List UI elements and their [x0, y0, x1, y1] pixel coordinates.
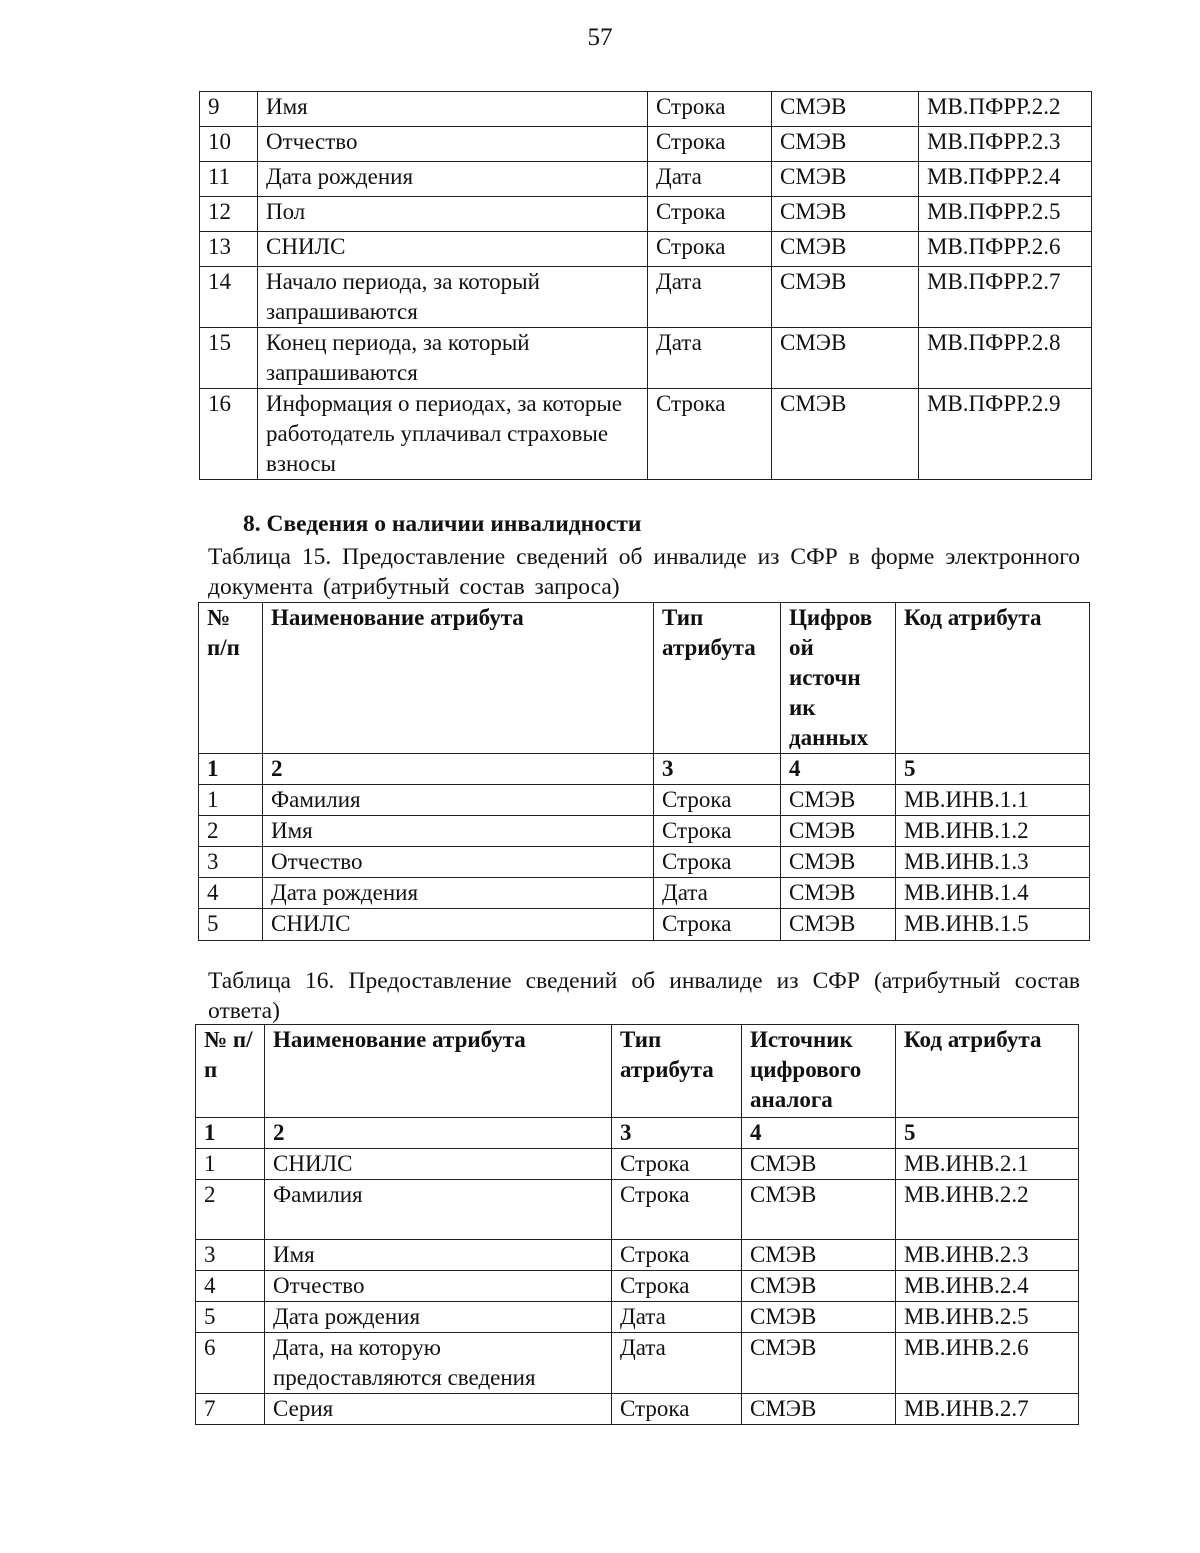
- table-row: [200, 389, 1092, 480]
- attribute-name-cell: Отчество: [263, 847, 654, 878]
- header-attribute-name: Наименование атрибута: [263, 603, 654, 754]
- attribute-type-cell: Строка: [654, 816, 781, 847]
- header-row-number: № п/п: [199, 603, 263, 754]
- table-row: [200, 197, 1092, 232]
- attribute-name-cell: Дата рождения: [258, 162, 648, 197]
- row-number-cell: 11: [200, 162, 258, 197]
- row-number-cell: 1: [199, 785, 263, 816]
- attribute-name-cell: СНИЛС: [265, 1149, 612, 1180]
- data-source-cell: СМЭВ: [742, 1333, 896, 1394]
- column-number: 4: [742, 1118, 896, 1149]
- table-row: [200, 328, 1092, 389]
- column-number: 2: [265, 1118, 612, 1149]
- row-number-cell: 7: [196, 1394, 265, 1425]
- attribute-code-cell: МВ.ИНВ.2.3: [896, 1240, 1079, 1271]
- column-number: 2: [263, 754, 654, 785]
- attribute-code-cell: МВ.ИНВ.1.2: [896, 816, 1090, 847]
- data-source-cell: СМЭВ: [772, 328, 919, 389]
- attribute-code-cell: МВ.ИНВ.1.1: [896, 785, 1090, 816]
- row-number-cell: 2: [199, 816, 263, 847]
- attribute-name-cell: Начало периода, за который запрашиваются: [258, 267, 648, 328]
- row-number-cell: 2: [196, 1180, 265, 1240]
- table-row: [196, 1302, 1079, 1333]
- table-row: [199, 909, 1090, 941]
- attribute-code-cell: МВ.ИНВ.2.5: [896, 1302, 1079, 1333]
- table-row: [196, 1180, 1079, 1240]
- data-source-cell: СМЭВ: [742, 1149, 896, 1180]
- attribute-type-cell: Строка: [648, 197, 772, 232]
- attribute-type-cell: Строка: [648, 232, 772, 267]
- attribute-name-cell: Дата, на которую предоставляются сведения: [265, 1333, 612, 1394]
- table-header-row: [199, 603, 1090, 754]
- data-source-cell: СМЭВ: [781, 909, 896, 941]
- table-row: [200, 127, 1092, 162]
- data-source-cell: СМЭВ: [772, 197, 919, 232]
- header-data-source: Цифров ой источн ик данных: [781, 603, 896, 754]
- table-row: [196, 1271, 1079, 1302]
- attribute-name-cell: Информация о периодах, за которые работодатель уплачивал страховые взносы: [258, 389, 648, 480]
- attribute-name-cell: Имя: [265, 1240, 612, 1271]
- row-number-cell: 13: [200, 232, 258, 267]
- attribute-code-cell: МВ.ИНВ.2.7: [896, 1394, 1079, 1425]
- data-source-cell: СМЭВ: [742, 1302, 896, 1333]
- attribute-name-cell: Имя: [258, 92, 648, 127]
- attribute-code-cell: МВ.ПФРР.2.6: [919, 232, 1092, 267]
- row-number-cell: 3: [196, 1240, 265, 1271]
- attribute-code-cell: МВ.ИНВ.1.3: [896, 847, 1090, 878]
- attribute-code-cell: МВ.ИНВ.2.1: [896, 1149, 1079, 1180]
- column-number: 3: [612, 1118, 742, 1149]
- attribute-name-cell: Дата рождения: [265, 1302, 612, 1333]
- table-row: [199, 816, 1090, 847]
- table-15: [198, 602, 1090, 941]
- table-row: [196, 1149, 1079, 1180]
- column-number: 4: [781, 754, 896, 785]
- attribute-type-cell: Строка: [612, 1240, 742, 1271]
- row-number-cell: 3: [199, 847, 263, 878]
- data-source-cell: СМЭВ: [772, 127, 919, 162]
- row-number-cell: 6: [196, 1333, 265, 1394]
- row-number-cell: 4: [196, 1271, 265, 1302]
- data-source-cell: СМЭВ: [742, 1271, 896, 1302]
- header-attribute-type: Тип атрибута: [654, 603, 781, 754]
- table-16: [195, 1024, 1079, 1425]
- column-number: 1: [199, 754, 263, 785]
- attribute-type-cell: Дата: [654, 878, 781, 909]
- attribute-code-cell: МВ.ПФРР.2.9: [919, 389, 1092, 480]
- attribute-code-cell: МВ.ПФРР.2.8: [919, 328, 1092, 389]
- page-number: 57: [587, 24, 613, 51]
- table-row: [199, 878, 1090, 909]
- column-number: 1: [196, 1118, 265, 1149]
- header-attribute-name: Наименование атрибута: [265, 1025, 612, 1118]
- data-source-cell: СМЭВ: [772, 232, 919, 267]
- attribute-type-cell: Дата: [648, 267, 772, 328]
- attribute-type-cell: Строка: [612, 1271, 742, 1302]
- section-heading: 8. Сведения о наличии инвалидности: [243, 511, 642, 537]
- attribute-code-cell: МВ.ПФРР.2.2: [919, 92, 1092, 127]
- table-row: [200, 267, 1092, 328]
- row-number-cell: 15: [200, 328, 258, 389]
- attribute-name-cell: Отчество: [258, 127, 648, 162]
- data-source-cell: СМЭВ: [772, 389, 919, 480]
- data-source-cell: СМЭВ: [742, 1180, 896, 1240]
- header-attribute-code: Код атрибута: [896, 1025, 1079, 1118]
- header-row-number: № п/п: [196, 1025, 265, 1118]
- attribute-type-cell: Дата: [648, 162, 772, 197]
- row-number-cell: 5: [196, 1302, 265, 1333]
- attribute-type-cell: Строка: [648, 389, 772, 480]
- attribute-type-cell: Строка: [654, 909, 781, 941]
- attribute-code-cell: МВ.ПФРР.2.7: [919, 267, 1092, 328]
- attribute-name-cell: Фамилия: [265, 1180, 612, 1240]
- attribute-type-cell: Строка: [612, 1180, 742, 1240]
- column-number: 3: [654, 754, 781, 785]
- data-source-cell: СМЭВ: [781, 816, 896, 847]
- row-number-cell: 1: [196, 1149, 265, 1180]
- attribute-type-cell: Строка: [648, 92, 772, 127]
- attribute-type-cell: Строка: [648, 127, 772, 162]
- column-number: 5: [896, 754, 1090, 785]
- attribute-name-cell: Серия: [265, 1394, 612, 1425]
- table-15-caption: Таблица 15. Предоставление сведений об инвалиде из СФР в форме электронного документа (атрибутный состав запроса): [208, 544, 1080, 600]
- row-number-cell: 16: [200, 389, 258, 480]
- table-row: [196, 1394, 1079, 1425]
- row-number-cell: 14: [200, 267, 258, 328]
- data-source-cell: СМЭВ: [781, 847, 896, 878]
- attribute-code-cell: МВ.ПФРР.2.3: [919, 127, 1092, 162]
- table-row: [199, 785, 1090, 816]
- table-header-row: [196, 1025, 1079, 1118]
- attribute-name-cell: Фамилия: [263, 785, 654, 816]
- attribute-code-cell: МВ.ИНВ.2.2: [896, 1180, 1079, 1240]
- data-source-cell: СМЭВ: [772, 162, 919, 197]
- attribute-name-cell: Отчество: [265, 1271, 612, 1302]
- row-number-cell: 10: [200, 127, 258, 162]
- attribute-type-cell: Строка: [654, 847, 781, 878]
- table-row: [196, 1240, 1079, 1271]
- row-number-cell: 12: [200, 197, 258, 232]
- data-source-cell: СМЭВ: [742, 1240, 896, 1271]
- continued-attribute-table: [199, 91, 1092, 480]
- table-row: [196, 1333, 1079, 1394]
- row-number-cell: 9: [200, 92, 258, 127]
- attribute-name-cell: Пол: [258, 197, 648, 232]
- attribute-code-cell: МВ.ИНВ.2.4: [896, 1271, 1079, 1302]
- table-row: [200, 162, 1092, 197]
- header-attribute-code: Код атрибута: [896, 603, 1090, 754]
- attribute-name-cell: Конец периода, за который запрашиваются: [258, 328, 648, 389]
- data-source-cell: СМЭВ: [781, 878, 896, 909]
- attribute-type-cell: Строка: [612, 1394, 742, 1425]
- attribute-name-cell: Имя: [263, 816, 654, 847]
- attribute-type-cell: Дата: [612, 1302, 742, 1333]
- table-row: [200, 232, 1092, 267]
- data-source-cell: СМЭВ: [772, 267, 919, 328]
- row-number-cell: 4: [199, 878, 263, 909]
- attribute-code-cell: МВ.ПФРР.2.4: [919, 162, 1092, 197]
- column-number-row: [199, 754, 1090, 785]
- attribute-code-cell: МВ.ПФРР.2.5: [919, 197, 1092, 232]
- attribute-type-cell: Дата: [612, 1333, 742, 1394]
- data-source-cell: СМЭВ: [742, 1394, 896, 1425]
- header-attribute-type: Тип атрибута: [612, 1025, 742, 1118]
- column-number-row: [196, 1118, 1079, 1149]
- table-row: [199, 847, 1090, 878]
- header-digital-analog-source: Источник цифрового аналога: [742, 1025, 896, 1118]
- data-source-cell: СМЭВ: [772, 92, 919, 127]
- attribute-name-cell: СНИЛС: [263, 909, 654, 941]
- data-source-cell: СМЭВ: [781, 785, 896, 816]
- table-16-caption: Таблица 16. Предоставление сведений об инвалиде из СФР (атрибутный состав ответа): [208, 968, 1080, 1024]
- attribute-type-cell: Строка: [654, 785, 781, 816]
- attribute-name-cell: Дата рождения: [263, 878, 654, 909]
- attribute-code-cell: МВ.ИНВ.2.6: [896, 1333, 1079, 1394]
- attribute-code-cell: МВ.ИНВ.1.5: [896, 909, 1090, 941]
- column-number: 5: [896, 1118, 1079, 1149]
- row-number-cell: 5: [199, 909, 263, 941]
- table-row: [200, 92, 1092, 127]
- attribute-type-cell: Дата: [648, 328, 772, 389]
- attribute-code-cell: МВ.ИНВ.1.4: [896, 878, 1090, 909]
- attribute-type-cell: Строка: [612, 1149, 742, 1180]
- attribute-name-cell: СНИЛС: [258, 232, 648, 267]
